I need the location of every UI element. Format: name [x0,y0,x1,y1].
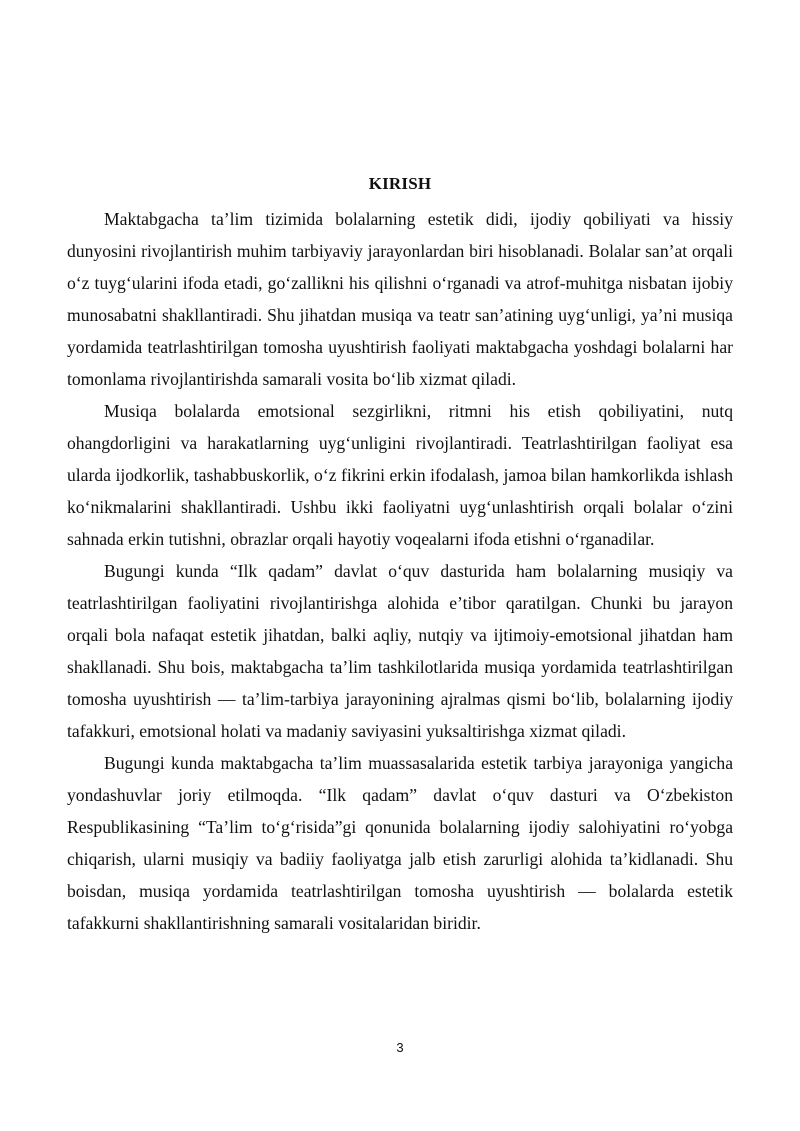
paragraph-2: Musiqa bolalarda emotsional sezgirlikni, ritmni his etish qobiliyatini, nutq ohangdorligini va harakatlarning uyg‘unligini rivojlantiradi. Teatrlashtirilgan faoliyat esa ularda ijodkorlik, tashabbuskorlik, o‘z fikrini erkin ifodalash, jamoa bilan hamkorlikda ishlash ko‘nikmalarini shakllantiradi. Ushbu ikki faoliyatni uyg‘unlashtirish orqali bolalar o‘zini sahnada erkin tutishni, obrazlar orqali hayotiy voqealarni ifoda etishni o‘rganadilar. [67,401,733,549]
body-text [67,203,733,939]
section-heading: KIRISH [368,174,432,193]
page-number: 3 [396,1040,404,1055]
paragraph-4: Bugungi kunda maktabgacha ta’lim muassasalarida estetik tarbiya jarayoniga yangicha yondashuvlar joriy etilmoqda. “Ilk qadam” davlat o‘quv dasturi va O‘zbekiston Respublikasining “Ta’lim to‘g‘risida”gi qonunida bolalarning ijodiy salohiyatini ro‘yobga chiqarish, ularni musiqiy va badiiy faoliyatga jalb etish zarurligi alohida ta’kidlanadi. Shu boisdan, musiqa yordamida teatrlashtirilgan tomosha uyushtirish — bolalarda estetik tafakkurni shakllantirishning samarali vositalaridan biridir. [67,753,733,933]
paragraph-1: Maktabgacha ta’lim tizimida bolalarning estetik didi, ijodiy qobiliyati va hissiy dunyosini rivojlantirish muhim tarbiyaviy jarayonlardan biri hisoblanadi. Bolalar san’at orqali o‘z tuyg‘ularini ifoda etadi, go‘zallikni his qilishni o‘rganadi va atrof-muhitga nisbatan ijobiy munosabatni shakllantiradi. Shu jihatdan musiqa va teatr san’atining uyg‘unligi, ya’ni musiqa yordamida teatrlashtirilgan tomosha uyushtirish faoliyati maktabgacha yoshdagi bolalarni har tomonlama rivojlantirishda samarali vosita bo‘lib xizmat qiladi. [67,209,733,389]
paragraph-3: Bugungi kunda “Ilk qadam” davlat o‘quv dasturida ham bolalarning musiqiy va teatrlashtirilgan faoliyatini rivojlantirishga alohida e’tibor qaratilgan. Chunki bu jarayon orqali bola nafaqat estetik jihatdan, balki aqliy, nutqiy va ijtimoiy-emotsional jihatdan ham shakllanadi. Shu bois, maktabgacha ta’lim tashkilotlarida musiqa yordamida teatrlashtirilgan tomosha uyushtirish — ta’lim-tarbiya jarayonining ajralmas qismi bo‘lib, bolalarning ijodiy tafakkuri, emotsional holati va madaniy saviyasini yuksaltirishga xizmat qiladi. [67,561,733,741]
